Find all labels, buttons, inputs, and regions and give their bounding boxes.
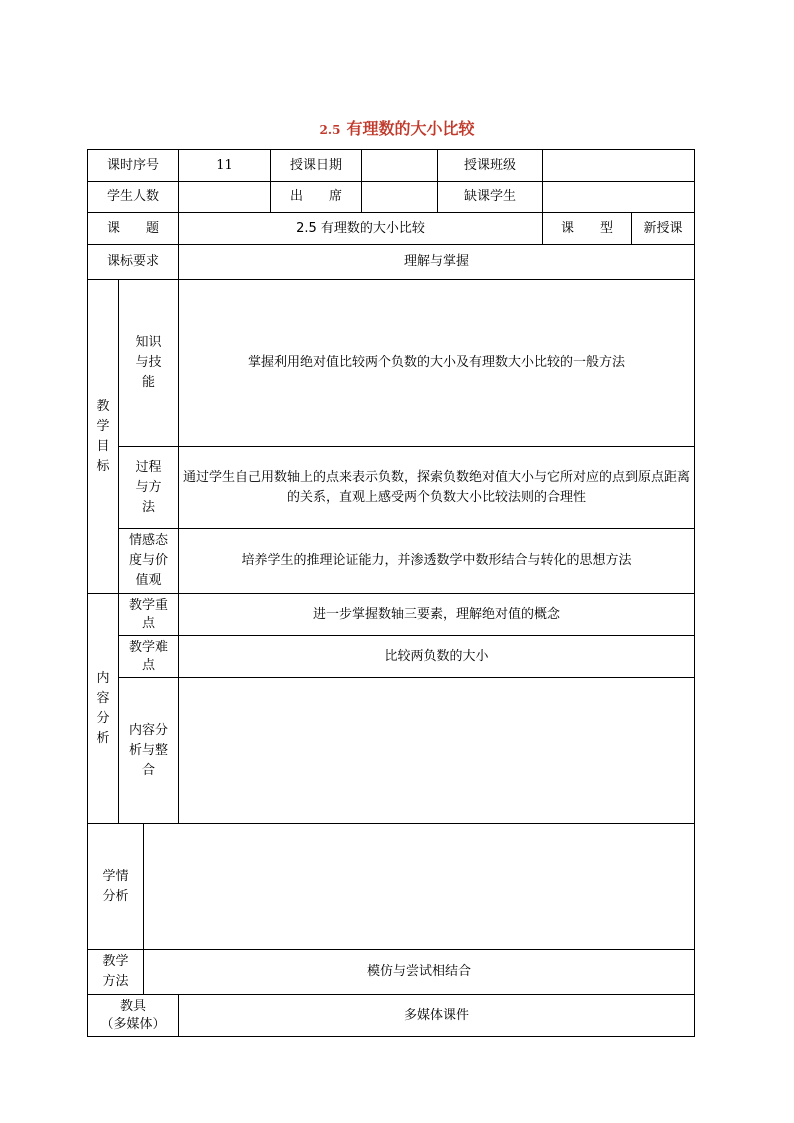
row-method	[88, 950, 695, 995]
row-goal-emotion	[88, 529, 695, 594]
difficulty-label-text: 教学难点	[129, 639, 169, 673]
tools-value[interactable]: 多媒体课件	[179, 995, 695, 1037]
date-label: 授课日期	[271, 150, 362, 182]
emotion-value[interactable]: 培养学生的推理论证能力，并渗透数学中数形结合与转化的思想方法	[179, 529, 695, 594]
class-value[interactable]	[543, 150, 695, 182]
type-label: 课 型	[543, 213, 632, 245]
row-goal-process	[88, 447, 695, 529]
goals-label-text: 教学目标	[96, 398, 110, 474]
students-label: 学生人数	[88, 182, 179, 213]
lesson-plan-table	[87, 149, 695, 1037]
row-key-point	[88, 594, 695, 636]
tools-label	[88, 995, 179, 1037]
attend-label: 出 席	[271, 182, 362, 213]
integration-value[interactable]	[179, 678, 695, 824]
tools-label-line1: 教具	[120, 998, 147, 1014]
integration-label	[119, 678, 179, 824]
knowledge-label	[119, 280, 179, 447]
difficulty-value[interactable]: 比较两负数的大小	[179, 636, 695, 678]
title-number: 2.5	[319, 123, 341, 137]
row-integration	[88, 678, 695, 824]
method-label	[88, 950, 144, 995]
key-label-text: 教学重点	[129, 597, 169, 631]
row-standards	[88, 245, 695, 280]
method-value[interactable]: 模仿与尝试相结合	[144, 950, 695, 995]
page-title	[0, 116, 794, 139]
class-label: 授课班级	[438, 150, 543, 182]
method-label-text: 教学方法	[102, 954, 129, 989]
process-label-text: 过程与方法	[135, 459, 162, 515]
goals-label	[88, 280, 119, 594]
learner-value[interactable]	[144, 824, 695, 950]
learner-label	[88, 824, 144, 950]
topic-label: 课 题	[88, 213, 179, 245]
knowledge-value[interactable]: 掌握利用绝对值比较两个负数的大小及有理数大小比较的一般方法	[179, 280, 695, 447]
students-value[interactable]	[179, 182, 271, 213]
date-value[interactable]	[362, 150, 438, 182]
row-difficulty	[88, 636, 695, 678]
emotion-label	[119, 529, 179, 594]
topic-value[interactable]: 2.5 有理数的大小比较	[179, 213, 543, 245]
emotion-label-text: 情感态度与价值观	[129, 533, 169, 588]
row-topic	[88, 213, 695, 245]
type-value[interactable]: 新授课	[632, 213, 695, 245]
row-tools	[88, 995, 695, 1037]
content-label-text: 内容分析	[96, 670, 110, 746]
tools-label-line2: （多媒体）	[100, 1016, 166, 1032]
seq-label: 课时序号	[88, 150, 179, 182]
standards-value[interactable]: 理解与掌握	[179, 245, 695, 280]
learner-label-text: 学情分析	[102, 868, 129, 904]
attend-value[interactable]	[362, 182, 438, 213]
standards-label: 课标要求	[88, 245, 179, 280]
title-text: 有理数的大小比较	[346, 119, 475, 138]
process-label	[119, 447, 179, 529]
key-label	[119, 594, 179, 636]
key-value[interactable]: 进一步掌握数轴三要素，理解绝对值的概念	[179, 594, 695, 636]
row-attendance	[88, 182, 695, 213]
seq-value[interactable]: 11	[179, 150, 271, 182]
difficulty-label	[119, 636, 179, 678]
integration-label-text: 内容分析与整合	[129, 722, 169, 778]
process-value[interactable]: 通过学生自己用数轴上的点来表示负数，探索负数绝对值大小与它所对应的点到原点距离的关系，直观上感受两个负数大小比较法则的合理性	[179, 447, 695, 529]
row-learner	[88, 824, 695, 950]
row-lesson-info	[88, 150, 695, 182]
content-label	[88, 594, 119, 824]
row-goal-knowledge	[88, 280, 695, 447]
absent-value[interactable]	[543, 182, 695, 213]
knowledge-label-text: 知识与技能	[135, 335, 162, 390]
absent-label: 缺课学生	[438, 182, 543, 213]
